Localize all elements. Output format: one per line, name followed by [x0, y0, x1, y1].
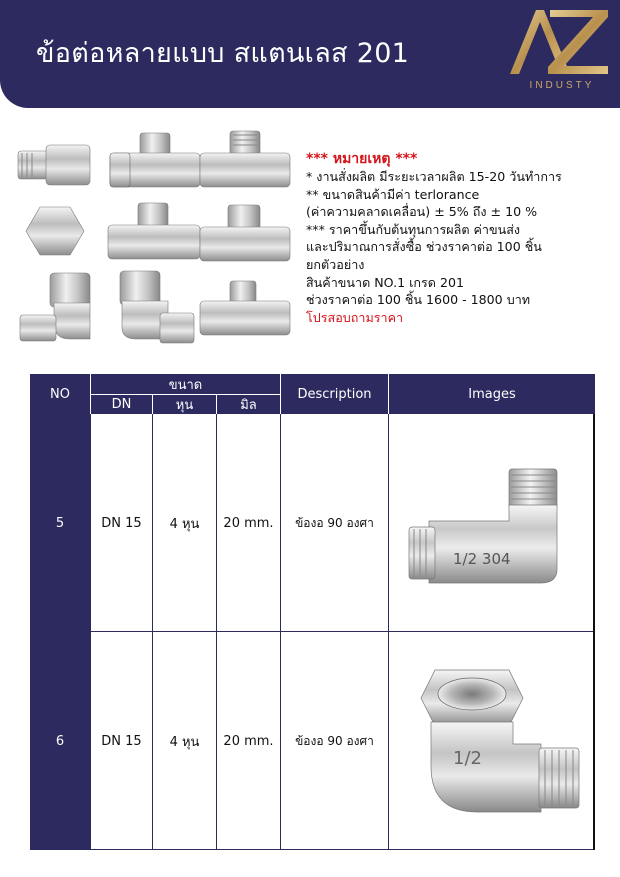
row-dn: DN 15: [90, 632, 152, 850]
row-mil: 20 mm.: [216, 414, 280, 632]
notes-line: ช่วงราคาต่อ 100 ชิ้น 1600 - 1800 บาท: [306, 292, 531, 308]
tee-fitting-icon: [200, 281, 290, 335]
product-collage: [14, 125, 294, 350]
row-no: 6: [30, 632, 90, 850]
elbow-fitting-icon: [391, 636, 591, 846]
row-hun: 4 หุน: [152, 632, 216, 850]
notes-line: * งานสั่งผลิต มีระยะเวลาผลิต 15-20 วันทำการ: [306, 169, 562, 184]
notes-contact: โปรสอบถามราคา: [306, 309, 404, 325]
row-mil: 20 mm.: [216, 632, 280, 850]
header-description: Description: [280, 374, 388, 414]
notes-line: *** ราคาขึ้นกับต้นทุนการผลิต ค่าขนส่ง: [306, 221, 521, 237]
logo-subtitle: INDUSTY: [529, 80, 595, 91]
header-no: NO: [50, 386, 70, 402]
fitting-stamp: 1/2 304: [453, 550, 511, 568]
header-mil: มิล: [216, 394, 280, 414]
spec-table: [30, 374, 595, 850]
hex-coupling-icon: [26, 207, 84, 255]
row-dn: DN 15: [90, 414, 152, 632]
header-dn: DN: [90, 394, 152, 414]
row-hun: 4 หุน: [152, 414, 216, 632]
az-logo-icon: [500, 2, 615, 82]
tee-fitting-icon: [200, 131, 290, 187]
row-description: ข้องอ 90 องศา: [280, 414, 388, 632]
header-banner: [0, 0, 620, 108]
fittings-collage-image: [14, 125, 294, 350]
row-description: ข้องอ 90 องศา: [280, 632, 388, 850]
header-images: Images: [388, 374, 595, 414]
header-size: ขนาด: [90, 374, 280, 394]
row-image: [388, 632, 595, 850]
notes-line: สินค้าขนาด NO.1 เกรด 201: [306, 274, 465, 290]
table-row: [30, 632, 595, 850]
tee-fitting-icon: [200, 205, 290, 261]
notes-block: [306, 150, 614, 326]
tee-fitting-icon: [110, 133, 200, 187]
header-hun: หุน: [152, 394, 216, 414]
notes-line: (ค่าความคลาดเคลื่อน) ± 5% ถึง ± 10 %: [306, 204, 538, 220]
straight-coupling-icon: [18, 145, 90, 185]
table-row: [30, 414, 595, 632]
brand-logo: [500, 2, 615, 102]
notes-line: และปริมาณการสั่งซื้อ ช่วงราคาต่อ 100 ชิ้น: [306, 239, 542, 255]
elbow-fitting-icon: [120, 271, 194, 343]
elbow-fitting-icon: [20, 273, 90, 341]
notes-line: ** ขนาดสินค้ามีค่า terlorance: [306, 186, 480, 202]
tee-fitting-icon: [108, 203, 200, 259]
notes-line: ยกตัวอย่าง: [306, 256, 365, 272]
row-image: [388, 414, 595, 632]
fitting-stamp: 1/2: [453, 748, 482, 769]
row-no: 5: [30, 414, 90, 632]
notes-heading: *** หมายเหตุ ***: [306, 151, 418, 167]
page-title: ข้อต่อหลายแบบ สแตนเลส 201: [36, 38, 410, 69]
table-header: [30, 374, 595, 414]
elbow-fitting-icon: [391, 423, 591, 623]
